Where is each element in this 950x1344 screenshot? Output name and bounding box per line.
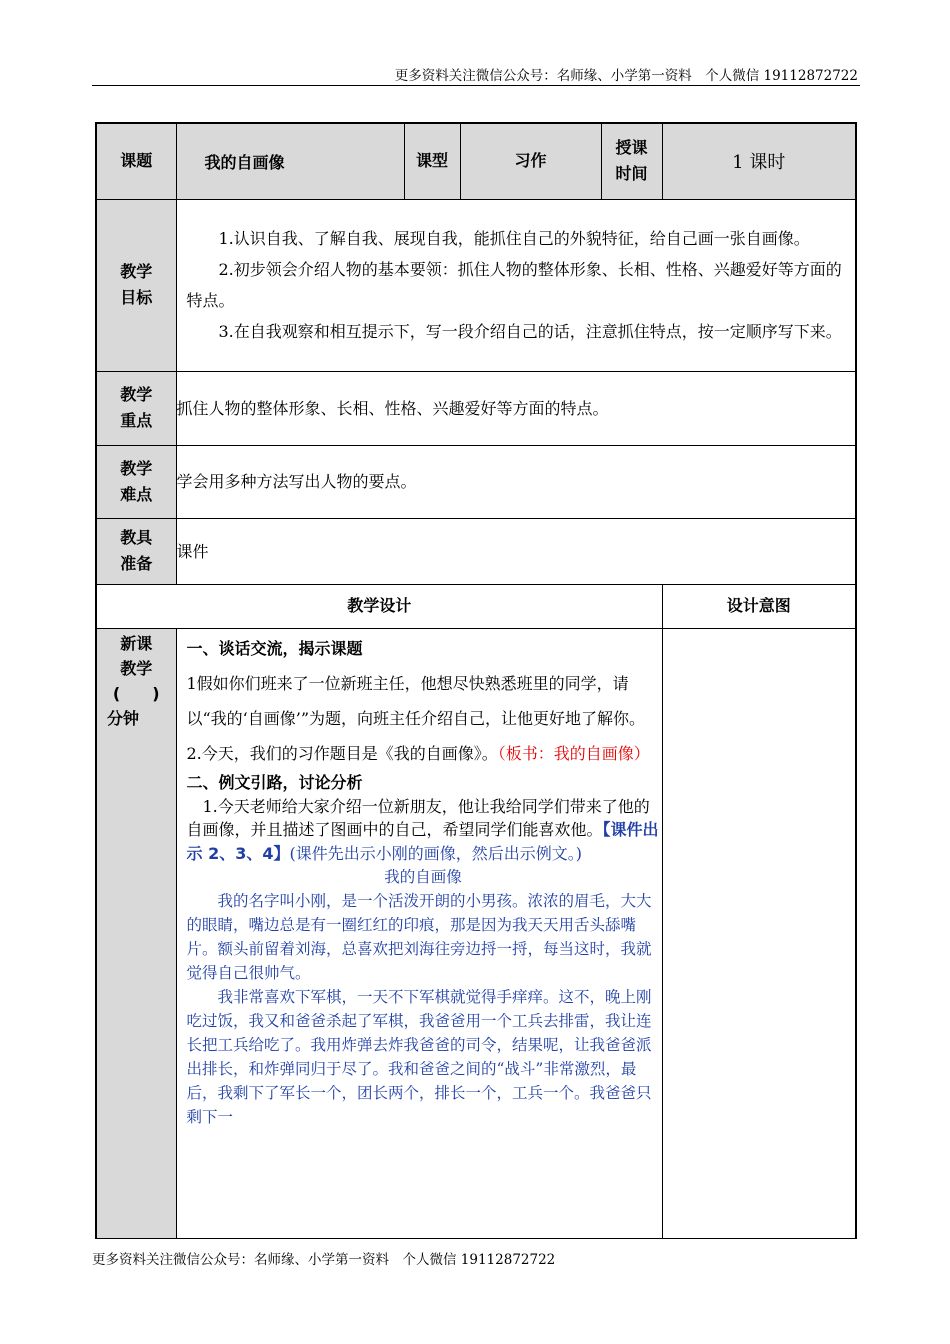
s1-paragraph-1: 1假如你们班来了一位新班主任，他想尽快熟悉班里的同学，请以“我的‘自画像’”为题，向班主任介绍自己，让他更好地了解你。 bbox=[186, 673, 646, 728]
materials-text: 课件 bbox=[176, 518, 856, 584]
goal-item: 3.在自我观察和相互提示下，写一段介绍自己的话，注意抓住特点，按一定顺序写下来。 bbox=[218, 322, 842, 341]
s2-paragraph-1 bbox=[187, 795, 660, 866]
lesson-label-line-3: ( ) bbox=[112, 683, 160, 703]
difficulties-label-line-1: 教学 bbox=[120, 458, 153, 478]
goal-item: 2.初步领会介绍人物的基本要领：抓住人物的整体形象、长相、性格、兴趣爱好等方面的特点。 bbox=[186, 260, 842, 310]
s1-paragraph-2 bbox=[187, 736, 660, 771]
s1-p2-text: 2.今天，我们的习作题目是《我的自画像》。 bbox=[186, 743, 498, 763]
essay-paragraph: 我的名字叫小刚，是一个活泼开朗的小男孩。浓浓的眉毛，大大的眼睛，嘴边总是有一圈红红的印痕，那是因为我天天用舌头舔嘴片。额头前留着刘海，总喜欢把刘海往旁边捋一捋，每当这时，我就觉得自己很帅气。 bbox=[186, 892, 652, 982]
type-value: 习作 bbox=[460, 123, 601, 199]
design-header-left: 教学设计 bbox=[96, 584, 662, 628]
design-header-right: 设计意图 bbox=[662, 584, 856, 628]
board-note: （板书：我的自画像） bbox=[497, 743, 650, 763]
lesson-content bbox=[176, 628, 662, 1238]
time-label-line-2: 时间 bbox=[615, 164, 648, 184]
time-label bbox=[601, 123, 662, 199]
s2-p1-text: 1.今天老师给大家介绍一位新朋友，他让我给同学们带来了他的自画像，并且描述了图画中的自己，希望同学们能喜欢他。 bbox=[186, 796, 650, 839]
lesson-label-line-4: 分钟 bbox=[107, 708, 140, 728]
design-header-row bbox=[96, 584, 856, 628]
goals-label-line-1: 教学 bbox=[120, 262, 153, 281]
key-points-label-line-1: 教学 bbox=[120, 385, 153, 404]
header-divider bbox=[92, 85, 860, 86]
footer-text: 更多资料关注微信公众号：名师缘、小学第一资料 个人微信 19112872722 bbox=[92, 1252, 556, 1268]
difficulties-row bbox=[96, 445, 856, 518]
courseware-tag: 【课件出示 2、3、4】 bbox=[186, 820, 659, 863]
topic-label: 课题 bbox=[96, 123, 176, 199]
time-value: 1 课时 bbox=[662, 123, 856, 199]
essay-title: 我的自画像 bbox=[384, 868, 462, 886]
goal-item: 1.认识自我、了解自我、展现自我，能抓住自己的外貌特征，给自己画一张自画像。 bbox=[218, 229, 810, 248]
key-points-label-line-2: 重点 bbox=[120, 411, 153, 430]
difficulties-label bbox=[96, 445, 176, 518]
materials-label-line-2: 准备 bbox=[120, 554, 153, 573]
lesson-label-line-2: 教学 bbox=[120, 658, 153, 678]
key-points-row bbox=[96, 371, 856, 445]
type-label: 课型 bbox=[404, 123, 460, 199]
goals-content bbox=[176, 199, 856, 371]
goals-label bbox=[96, 199, 176, 371]
section-2-title: 二、例文引路，讨论分析 bbox=[186, 772, 363, 792]
section-1-title: 一、谈话交流，揭示课题 bbox=[186, 638, 363, 658]
courseware-note: (课件先出示小刚的画像，然后出示例文。) bbox=[289, 843, 582, 863]
materials-label-line-1: 教具 bbox=[120, 528, 153, 547]
header-text: 更多资料关注微信公众号：名师缘、小学第一资料 个人微信 19112872722 bbox=[394, 68, 858, 84]
design-intent-cell bbox=[662, 628, 856, 1238]
lesson-plan-table bbox=[95, 122, 857, 1239]
example-essay bbox=[187, 865, 660, 1129]
materials-row bbox=[96, 518, 856, 584]
time-label-line-1: 授课 bbox=[615, 138, 648, 158]
goals-label-line-2: 目标 bbox=[120, 288, 153, 307]
difficulties-text: 学会用多种方法写出人物的要点。 bbox=[176, 445, 856, 518]
difficulties-label-line-2: 难点 bbox=[120, 484, 153, 504]
lesson-label bbox=[96, 628, 176, 1238]
materials-label bbox=[96, 518, 176, 584]
lesson-body-row bbox=[96, 628, 856, 1238]
goals-row bbox=[96, 199, 856, 371]
topic-value: 我的自画像 bbox=[176, 123, 404, 199]
essay-paragraph: 我非常喜欢下军棋，一天不下军棋就觉得手痒痒。这不，晚上刚吃过饭，我又和爸爸杀起了军棋，我爸爸用一个工兵去排雷，我让连长把工兵给吃了。我用炸弹去炸我爸爸的司令，结果呢，让我爸爸派出排长，和炸弹同归于尽了。我和爸爸之间的“战斗”非常激烈，最后，我剩下了军长一个，团长两个，排长一个，工兵一个。我爸爸只剩下一 bbox=[186, 988, 652, 1126]
key-points-label bbox=[96, 371, 176, 445]
info-row bbox=[96, 123, 856, 199]
key-points-text: 抓住人物的整体形象、长相、性格、兴趣爱好等方面的特点。 bbox=[176, 371, 856, 445]
lesson-label-line-1: 新课 bbox=[120, 633, 153, 653]
